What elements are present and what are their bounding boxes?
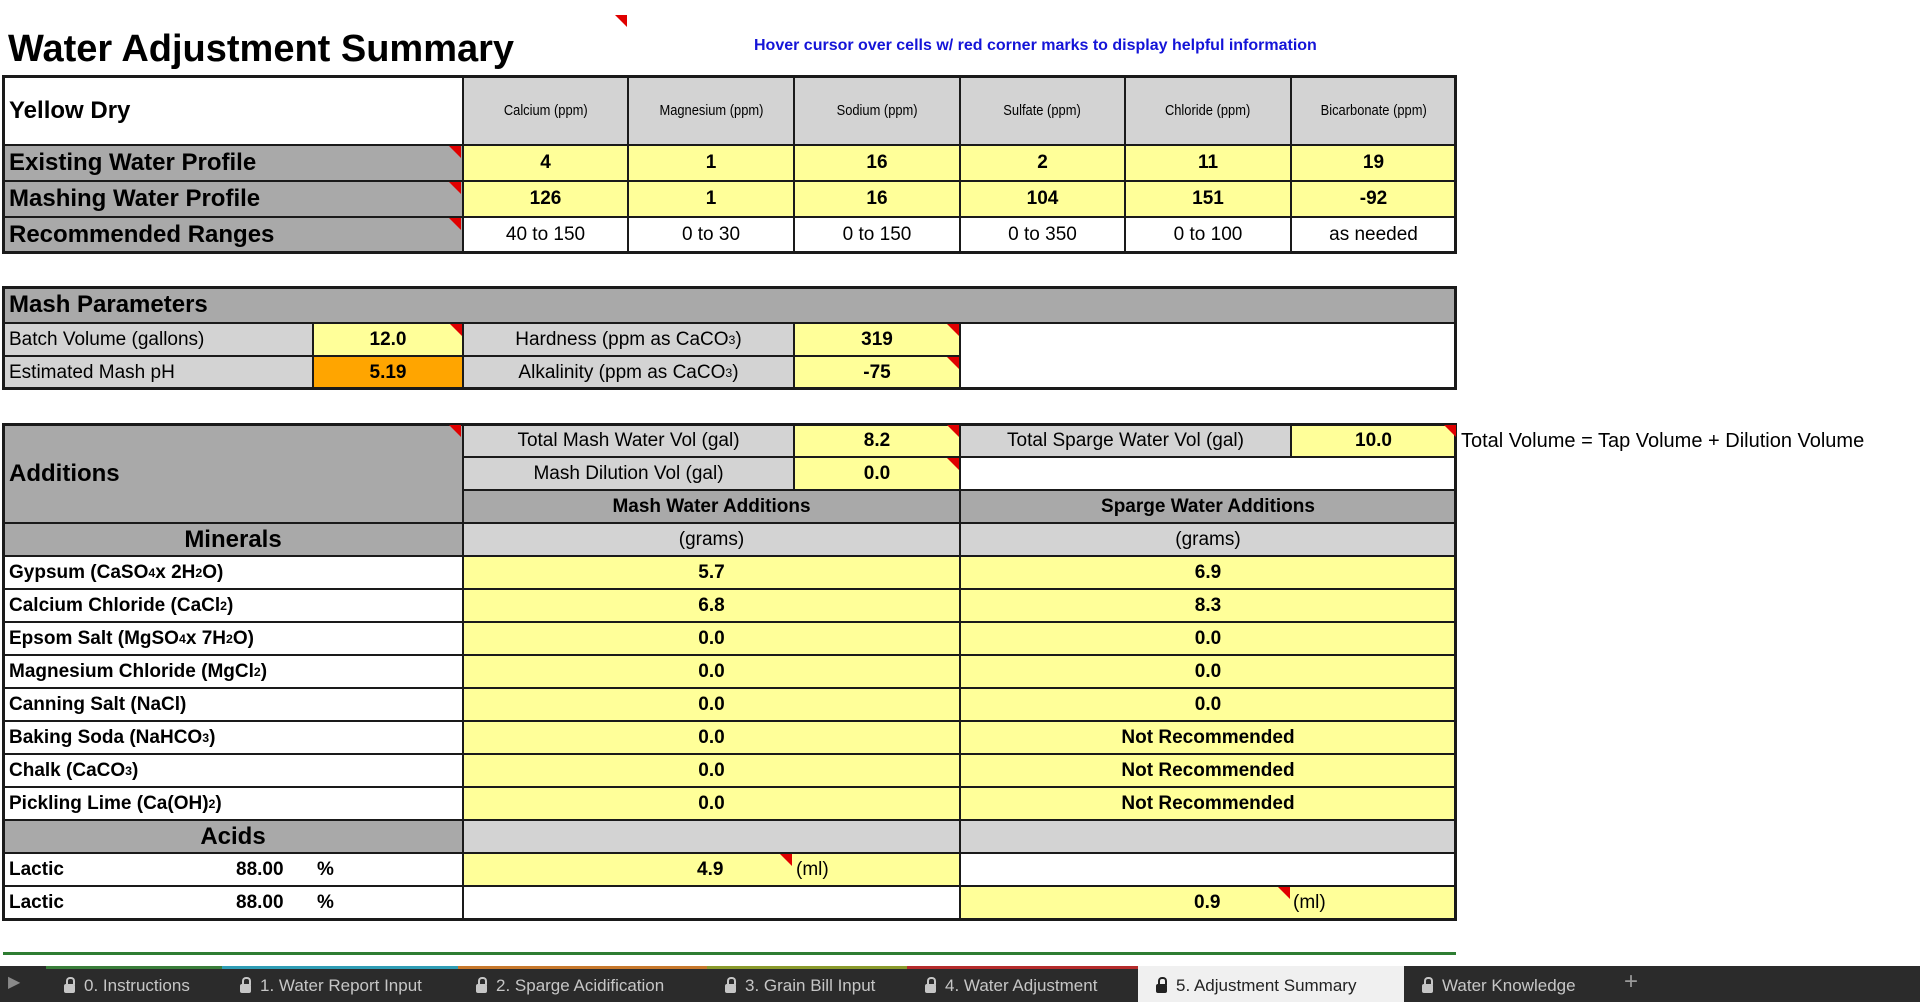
- beer-name-cell[interactable]: Yellow Dry: [3, 76, 463, 145]
- mineral-label: Baking Soda (NaHCO 3 ): [3, 721, 463, 754]
- mashing-value-cell[interactable]: 126: [463, 181, 628, 217]
- sheet-tab[interactable]: [46, 966, 222, 1002]
- dilution-vol-value[interactable]: 0.0: [794, 457, 960, 490]
- sparge-mineral-grams[interactable]: Not Recommended: [960, 787, 1456, 820]
- mineral-label: Chalk (CaCO 3 ): [3, 754, 463, 787]
- batch-volume-value[interactable]: 12.0: [313, 323, 463, 356]
- sparge-grams-label: (grams): [960, 523, 1456, 556]
- profile-column-header: Calcium (ppm): [463, 76, 628, 145]
- mash-acid-cell[interactable]: 4.9 (ml): [463, 853, 960, 886]
- sheet-tab-label: 4. Water Adjustment: [945, 975, 1098, 995]
- profile-column-header: Bicarbonate (ppm): [1291, 76, 1456, 145]
- comment-marker-icon[interactable]: [450, 324, 462, 336]
- ranges-value-cell[interactable]: as needed: [1291, 217, 1456, 253]
- ranges-value-cell[interactable]: 0 to 150: [794, 217, 960, 253]
- sparge-mineral-grams[interactable]: 0.0: [960, 688, 1456, 721]
- acids-header: Acids: [3, 820, 463, 853]
- comment-marker-icon[interactable]: [947, 458, 959, 470]
- comment-marker-icon[interactable]: [947, 357, 959, 369]
- acid-row-label: Lactic 88.00 %: [3, 853, 463, 886]
- comment-marker-icon[interactable]: [449, 218, 461, 230]
- existing-value-cell[interactable]: 16: [794, 145, 960, 181]
- lock-icon: [1156, 984, 1167, 993]
- additions-blank: [960, 457, 1456, 490]
- ranges-value-cell[interactable]: 0 to 100: [1125, 217, 1291, 253]
- profile-column-header: Magnesium (ppm): [628, 76, 794, 145]
- lock-icon: [725, 984, 736, 993]
- ranges-value-cell[interactable]: 0 to 30: [628, 217, 794, 253]
- mashing-value-cell[interactable]: 104: [960, 181, 1125, 217]
- alkalinity-value[interactable]: -75: [794, 356, 960, 389]
- hardness-value[interactable]: 319: [794, 323, 960, 356]
- total-sparge-vol-label: Total Sparge Water Vol (gal): [960, 424, 1291, 457]
- existing-value-cell[interactable]: 2: [960, 145, 1125, 181]
- lock-icon: [240, 984, 251, 993]
- dilution-vol-label: Mash Dilution Vol (gal): [463, 457, 794, 490]
- comment-marker-icon[interactable]: [449, 425, 461, 437]
- existing-value-cell[interactable]: 11: [1125, 145, 1291, 181]
- acids-sparge-blank: [960, 820, 1456, 853]
- alkalinity-label: Alkalinity (ppm as CaCO 3 ): [463, 356, 794, 389]
- total-volume-note: Total Volume = Tap Volume + Dilution Volume: [1461, 430, 1865, 452]
- comment-marker-icon[interactable]: [947, 425, 959, 437]
- mash-acid-cell[interactable]: [463, 886, 960, 919]
- profile-column-header: Sodium (ppm): [794, 76, 960, 145]
- sheet-tab[interactable]: [707, 966, 907, 1002]
- lock-icon: [64, 984, 75, 993]
- comment-marker-icon[interactable]: [1278, 887, 1290, 899]
- additions-header: Additions: [3, 424, 463, 523]
- existing-value-cell[interactable]: 19: [1291, 145, 1456, 181]
- mash-parameters-header: Mash Parameters: [3, 287, 1456, 323]
- sparge-mineral-grams[interactable]: 0.0: [960, 655, 1456, 688]
- sheet-tab-label: 2. Sparge Acidification: [496, 975, 665, 995]
- sparge-acid-cell[interactable]: 0.9 (ml): [960, 886, 1456, 919]
- mashing-value-cell[interactable]: 16: [794, 181, 960, 217]
- acid-row-label: Lactic 88.00 %: [3, 886, 463, 919]
- mash-grams-label: (grams): [463, 523, 960, 556]
- minerals-header: Minerals: [3, 523, 463, 556]
- mineral-label: Epsom Salt (MgSO 4 x 7H 2 O): [3, 622, 463, 655]
- mash-mineral-grams[interactable]: 5.7: [463, 556, 960, 589]
- ranges-value-cell[interactable]: 40 to 150: [463, 217, 628, 253]
- mash-mineral-grams[interactable]: 0.0: [463, 688, 960, 721]
- mash-mineral-grams[interactable]: 0.0: [463, 622, 960, 655]
- hover-instructions: Hover cursor over cells w/ red corner marks to display helpful information: [754, 37, 1317, 54]
- sheet-tab[interactable]: [1138, 966, 1404, 1002]
- sheet-tab-label: Water Knowledge: [1442, 975, 1576, 995]
- mineral-label: Magnesium Chloride (MgCl 2 ): [3, 655, 463, 688]
- sparge-mineral-grams[interactable]: 8.3: [960, 589, 1456, 622]
- sparge-mineral-grams[interactable]: 0.0: [960, 622, 1456, 655]
- sparge-mineral-grams[interactable]: Not Recommended: [960, 754, 1456, 787]
- lock-icon: [1422, 984, 1433, 993]
- sheet-tab[interactable]: [458, 966, 707, 1002]
- hardness-label: Hardness (ppm as CaCO 3 ): [463, 323, 794, 356]
- mashing-value-cell[interactable]: 1: [628, 181, 794, 217]
- mash-mineral-grams[interactable]: 0.0: [463, 721, 960, 754]
- profile-column-header: Chloride (ppm): [1125, 76, 1291, 145]
- sparge-additions-header: Sparge Water Additions: [960, 490, 1456, 523]
- mash-mineral-grams[interactable]: 0.0: [463, 787, 960, 820]
- sparge-acid-cell[interactable]: [960, 853, 1456, 886]
- existing-value-cell[interactable]: 1: [628, 145, 794, 181]
- sheet-tab-label: 0. Instructions: [84, 975, 190, 995]
- next-section-border: [3, 952, 1456, 955]
- scroll-left-icon[interactable]: ▶: [8, 974, 21, 991]
- sheet-tab[interactable]: [222, 966, 458, 1002]
- total-sparge-vol-value[interactable]: 10.0: [1291, 424, 1456, 457]
- add-sheet-icon[interactable]: +: [1624, 968, 1639, 995]
- comment-marker-icon[interactable]: [780, 854, 792, 866]
- mash-additions-header: Mash Water Additions: [463, 490, 960, 523]
- total-mash-vol-label: Total Mash Water Vol (gal): [463, 424, 794, 457]
- mash-mineral-grams[interactable]: 6.8: [463, 589, 960, 622]
- mash-ph-label: Estimated Mash pH: [3, 356, 313, 389]
- mashing-value-cell[interactable]: -92: [1291, 181, 1456, 217]
- total-mash-vol-value[interactable]: 8.2: [794, 424, 960, 457]
- comment-marker-icon[interactable]: [1444, 425, 1456, 437]
- existing-value-cell[interactable]: 4: [463, 145, 628, 181]
- mineral-label: Calcium Chloride (CaCl 2 ): [3, 589, 463, 622]
- mash-mineral-grams[interactable]: 0.0: [463, 655, 960, 688]
- page-title: Water Adjustment Summary: [8, 28, 515, 70]
- sheet-tab-label: 3. Grain Bill Input: [745, 975, 876, 995]
- sheet-tab-label: 1. Water Report Input: [260, 975, 422, 995]
- mash-ph-value[interactable]: 5.19: [313, 356, 463, 389]
- recommended-ranges-label[interactable]: Recommended Ranges: [3, 217, 463, 253]
- acids-mash-blank: [463, 820, 960, 853]
- mash-mineral-grams[interactable]: 0.0: [463, 754, 960, 787]
- sheet-tab[interactable]: [907, 966, 1138, 1002]
- sheet-tab-label: 5. Adjustment Summary: [1176, 975, 1357, 995]
- comment-marker-icon[interactable]: [615, 15, 627, 27]
- mashing-value-cell[interactable]: 151: [1125, 181, 1291, 217]
- mineral-label: Pickling Lime (Ca(OH) 2 ): [3, 787, 463, 820]
- batch-volume-label: Batch Volume (gallons): [3, 323, 313, 356]
- ranges-value-cell[interactable]: 0 to 350: [960, 217, 1125, 253]
- comment-marker-icon[interactable]: [947, 324, 959, 336]
- lock-icon: [476, 984, 487, 993]
- sparge-mineral-grams[interactable]: Not Recommended: [960, 721, 1456, 754]
- mineral-label: Gypsum (CaSO 4 x 2H 2 O): [3, 556, 463, 589]
- profile-column-header: Sulfate (ppm): [960, 76, 1125, 145]
- mash-params-blank: [960, 323, 1456, 389]
- comment-marker-icon[interactable]: [449, 146, 461, 158]
- existing-profile-label[interactable]: Existing Water Profile: [3, 145, 463, 181]
- lock-icon: [925, 984, 936, 993]
- comment-marker-icon[interactable]: [449, 182, 461, 194]
- mineral-label: Canning Salt (NaCl): [3, 688, 463, 721]
- mashing-profile-label[interactable]: Mashing Water Profile: [3, 181, 463, 217]
- sheet-tab[interactable]: [1404, 966, 1614, 1002]
- sparge-mineral-grams[interactable]: 6.9: [960, 556, 1456, 589]
